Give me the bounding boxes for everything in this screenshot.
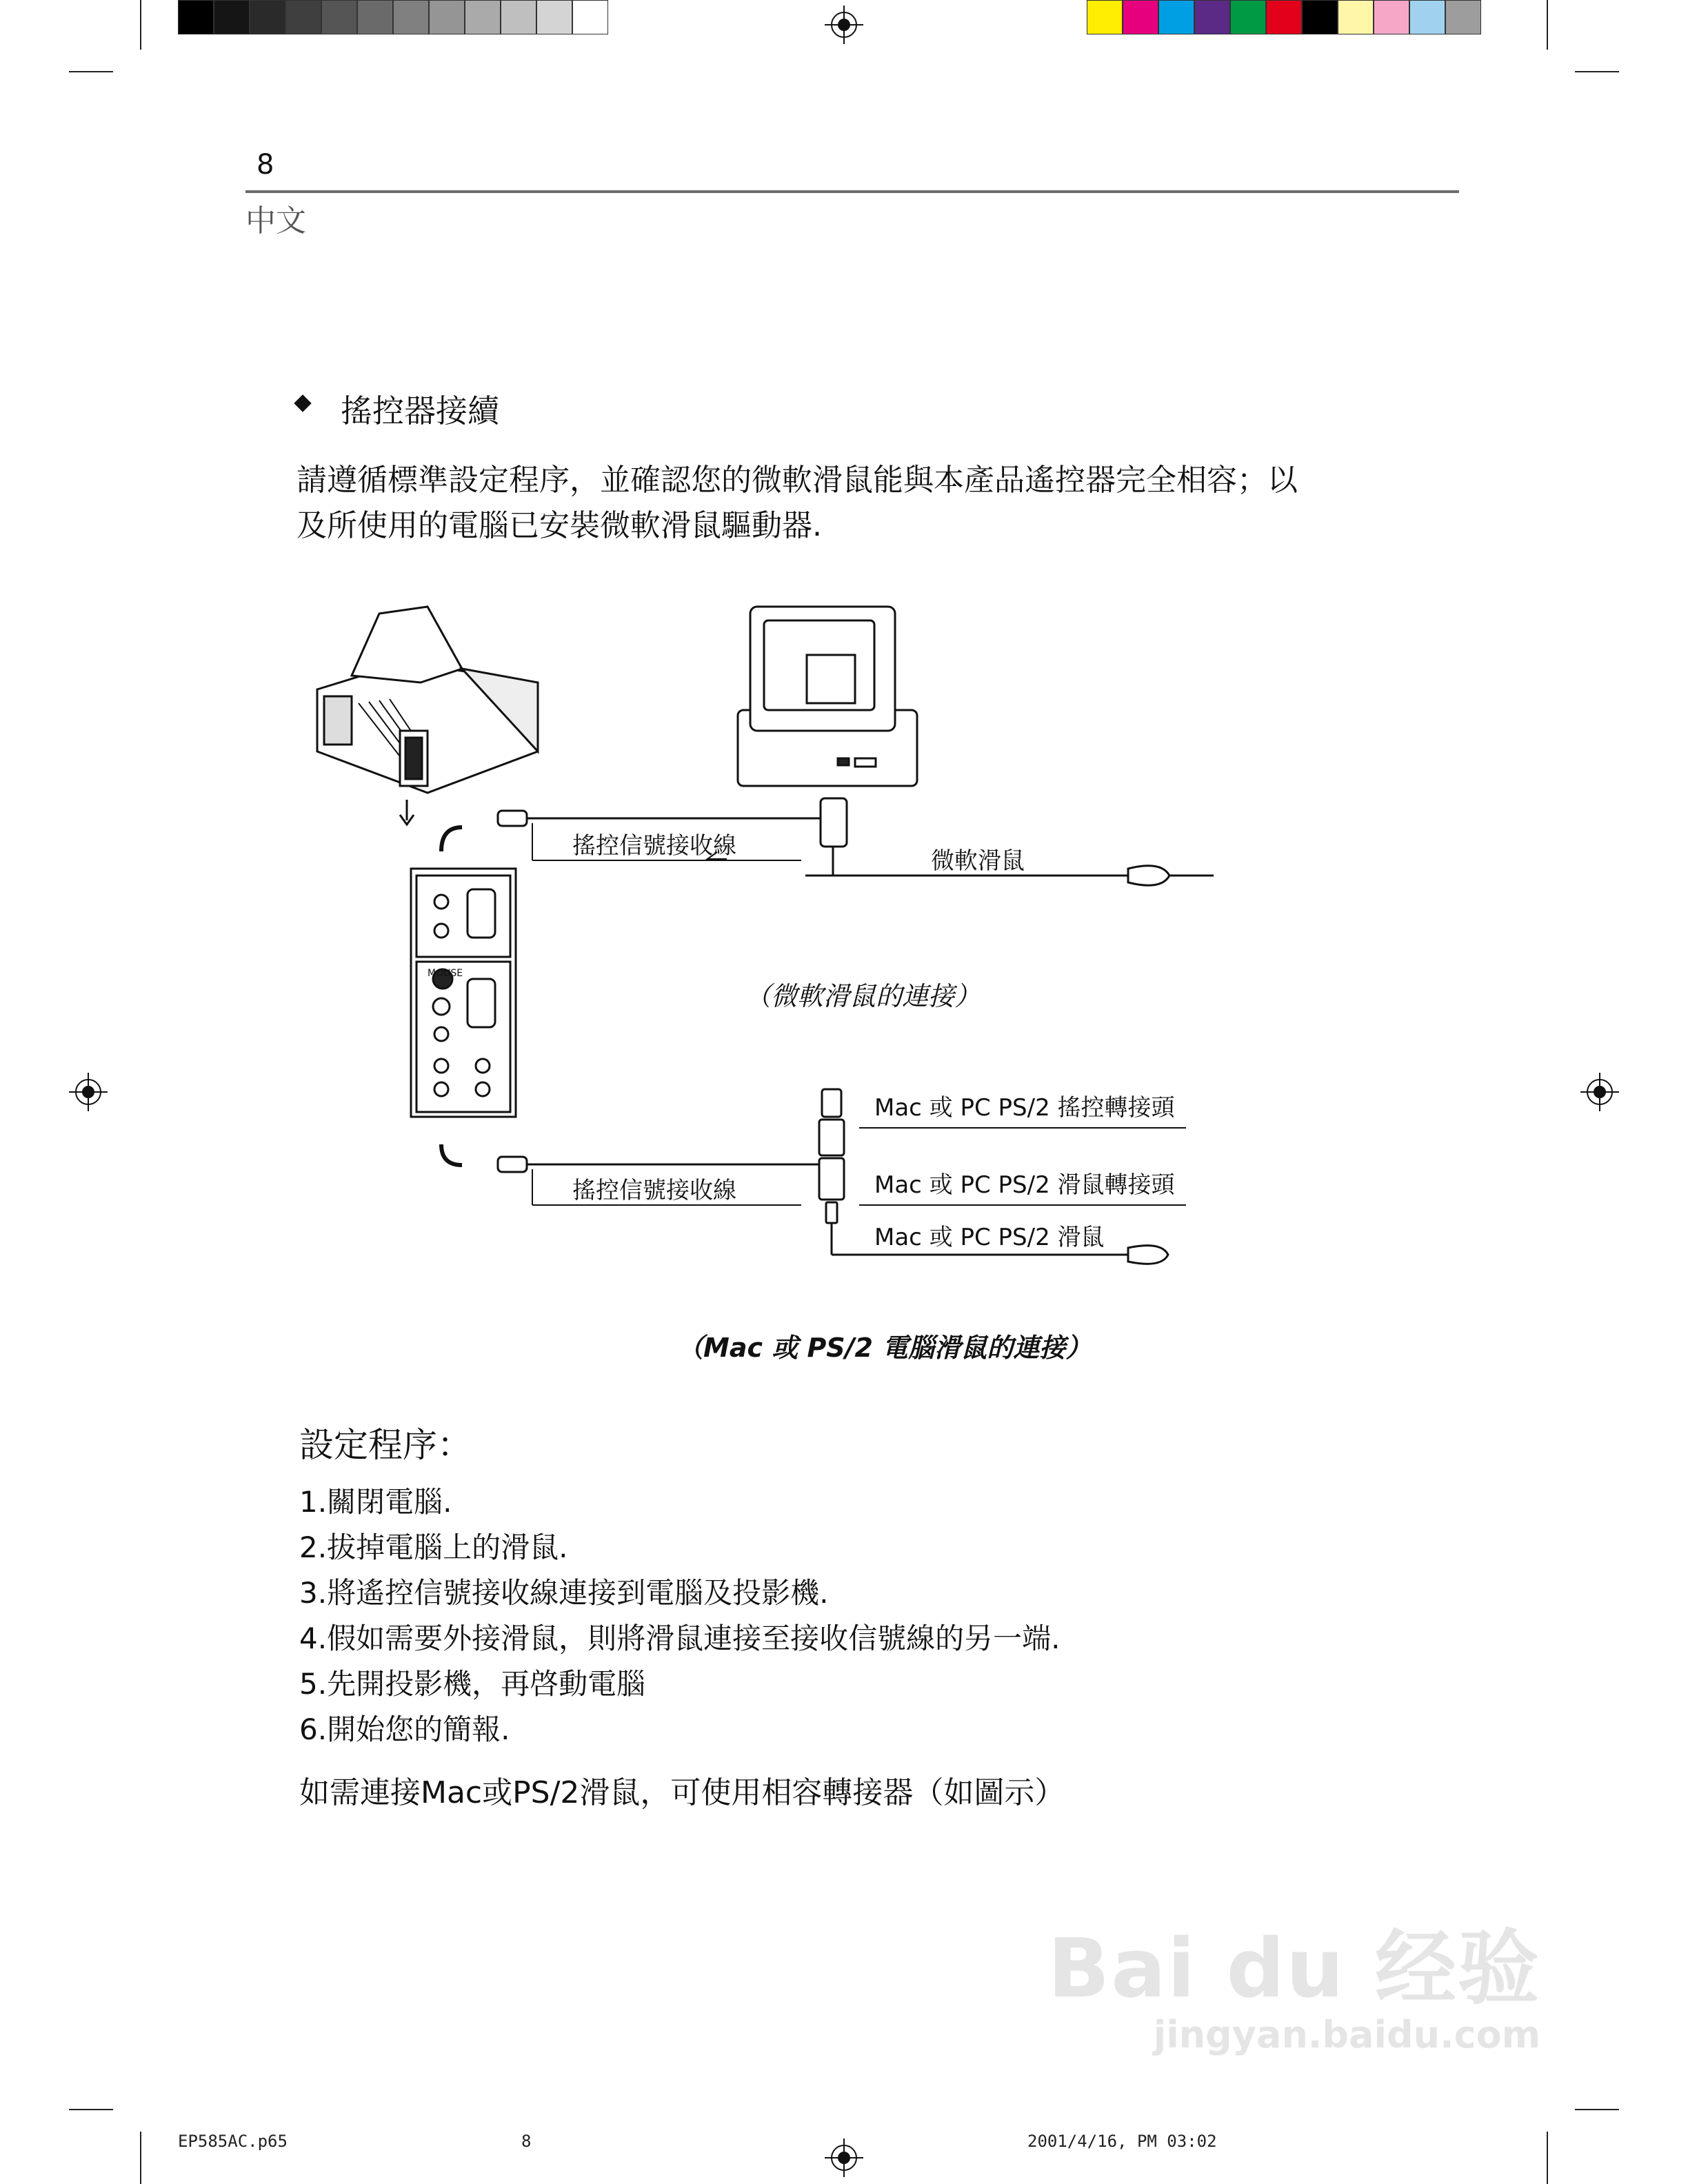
header-rule [245, 190, 1459, 193]
baidu-watermark: Bai du 经验 [1047, 1921, 1540, 2016]
procedure-title: 設定程序： [299, 1425, 472, 1465]
footer-page: 8 [521, 2132, 532, 2151]
intro-line-1: 請遵循標準設定程序，並確認您的微軟滑鼠能與本產品遙控器完全相容；以 [297, 463, 1298, 498]
registration-mark-top [825, 6, 863, 44]
connection-diagram [303, 593, 1214, 1282]
step-3: 3.將遙控信號接收線連接到電腦及投影機. [299, 1576, 829, 1610]
registration-mark-bottom [825, 2138, 863, 2177]
footer-timestamp: 2001/4/16, PM 03:02 [1027, 2132, 1217, 2151]
page-number: 8 [257, 149, 274, 181]
label-receiver-cable-bottom: 搖控信號接收線 [572, 1177, 736, 1204]
label-receiver-cable-top: 搖控信號接收線 [572, 832, 736, 860]
registration-mark-right [1580, 1073, 1619, 1111]
caption-ms-connection: （微軟滑鼠的連接） [745, 981, 981, 1011]
baidu-watermark-url: jingyan.baidu.com [1153, 2013, 1540, 2056]
step-1: 1.關閉電腦. [299, 1485, 452, 1519]
label-remote-adapter: Mac 或 PC PS/2 搖控轉接頭 [874, 1094, 1175, 1122]
port-label-mouse: MOUSE [428, 968, 463, 979]
intro-paragraph [297, 458, 1331, 549]
top-receiver-cable [441, 798, 1214, 885]
projector-illustration [317, 607, 538, 793]
language-label: 中文 [245, 203, 306, 239]
label-mac-mouse: Mac 或 PC PS/2 滑鼠 [874, 1224, 1105, 1251]
step-6: 6.開始您的簡報. [299, 1712, 510, 1746]
bottom-receiver-cable [441, 852, 1186, 1264]
computer-illustration [738, 607, 917, 786]
section-title: 搖控器接續 [341, 392, 499, 429]
label-mouse-adapter: Mac 或 PC PS/2 滑鼠轉接頭 [874, 1171, 1175, 1199]
registration-mark-left [69, 1073, 108, 1111]
step-2: 2.拔掉電腦上的滑鼠. [299, 1530, 568, 1564]
projector-io-panel [411, 869, 516, 1117]
step-4: 4.假如需要外接滑鼠，則將滑鼠連接至接收信號線的另一端. [299, 1621, 1061, 1655]
procedure-steps [299, 1479, 1060, 1752]
footer-filename: EP585AC.p65 [178, 2132, 288, 2151]
label-ms-mouse: 微軟滑鼠 [931, 847, 1025, 875]
adapter-note: 如需連接Mac或PS/2滑鼠，可使用相容轉接器（如圖示） [299, 1775, 1065, 1810]
step-5: 5.先開投影機，再啓動電腦 [299, 1667, 646, 1701]
caption-mac-connection: （Mac 或 PS/2 電腦滑鼠的連接） [677, 1333, 1092, 1363]
intro-line-2: 及所使用的電腦已安裝微軟滑鼠驅動器. [297, 508, 822, 543]
